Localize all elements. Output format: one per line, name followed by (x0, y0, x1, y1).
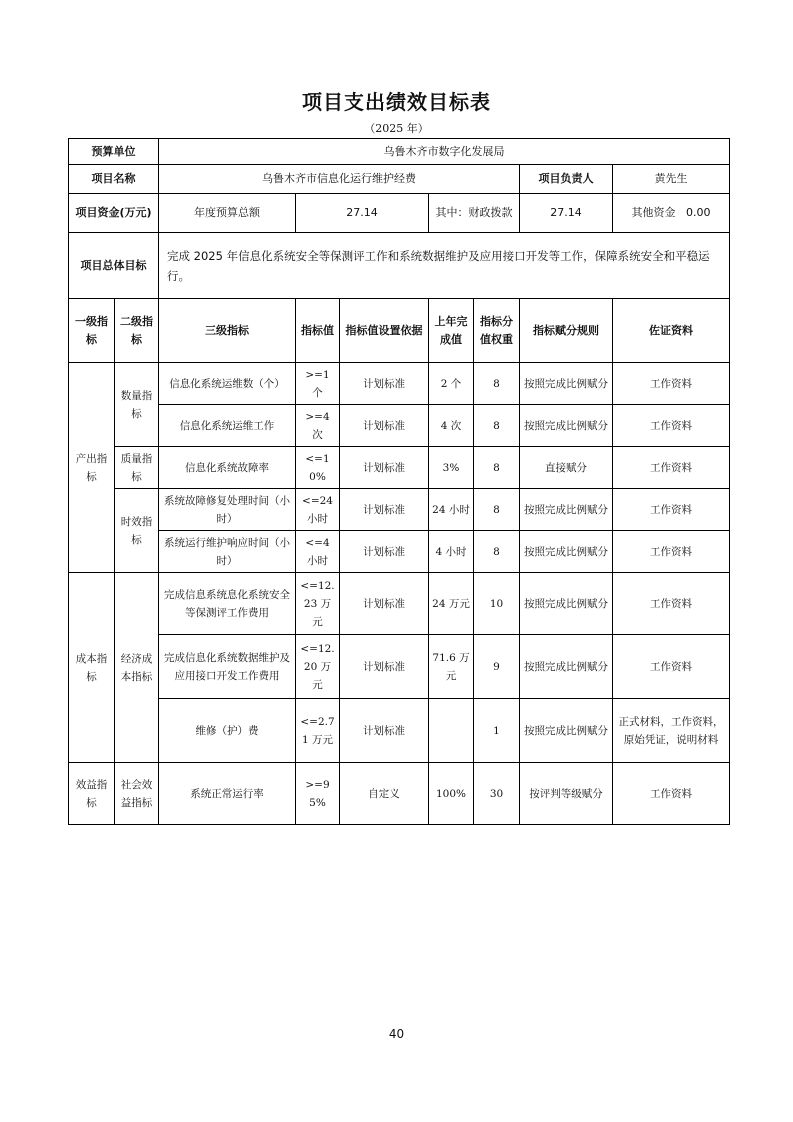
indicator-value: <=10% (296, 447, 340, 489)
goal-row (69, 233, 730, 299)
table-row (69, 699, 730, 763)
indicator-basis: 计划标准 (340, 573, 429, 635)
funds-total-label: 年度预算总额 (159, 194, 296, 233)
group-quantity: 数量指标 (115, 363, 159, 447)
indicator-weight: 8 (474, 405, 520, 447)
indicator-basis: 计划标准 (340, 635, 429, 699)
indicator-last: 71.6 万元 (429, 635, 474, 699)
page-number: 40 (388, 1027, 405, 1041)
header-rule: 指标赋分规则 (520, 299, 613, 363)
indicator-basis: 计划标准 (340, 531, 429, 573)
indicator-last: 24 小时 (429, 489, 474, 531)
funds-fiscal-label: 其中：财政拨款 (429, 194, 520, 233)
header-level2: 二级指标 (115, 299, 159, 363)
group-quality: 质量指标 (115, 447, 159, 489)
indicator-weight: 8 (474, 489, 520, 531)
funds-label: 项目资金(万元) (69, 194, 159, 233)
indicator-name: 系统运行维护响应时间（小时） (159, 531, 296, 573)
header-level1: 一级指标 (69, 299, 115, 363)
header-weight: 指标分值权重 (474, 299, 520, 363)
indicator-basis: 计划标准 (340, 405, 429, 447)
indicator-rule: 按照完成比例赋分 (520, 635, 613, 699)
indicator-last: 4 小时 (429, 531, 474, 573)
indicator-weight: 8 (474, 531, 520, 573)
indicator-rule: 按照完成比例赋分 (520, 531, 613, 573)
indicator-basis: 计划标准 (340, 489, 429, 531)
indicator-evidence: 工作资料 (613, 573, 730, 635)
indicator-evidence: 工作资料 (613, 635, 730, 699)
header-last-year: 上年完成值 (429, 299, 474, 363)
performance-table (68, 138, 730, 825)
indicator-rule: 按照完成比例赋分 (520, 363, 613, 405)
indicator-evidence: 工作资料 (613, 405, 730, 447)
group-cost: 成本指标 (69, 573, 115, 763)
indicator-value: >=95% (296, 763, 340, 825)
indicator-weight: 1 (474, 699, 520, 763)
budget-unit-value: 乌鲁木齐市数字化发展局 (159, 139, 730, 165)
indicator-last: 4 次 (429, 405, 474, 447)
indicator-evidence: 正式材料，工作资料，原始凭证，说明材料 (613, 699, 730, 763)
group-timeliness: 时效指标 (115, 489, 159, 573)
indicator-basis: 自定义 (340, 763, 429, 825)
header-row (69, 299, 730, 363)
indicator-value: <=4 小时 (296, 531, 340, 573)
indicator-rule: 按照完成比例赋分 (520, 405, 613, 447)
indicator-name: 信息化系统运维数（个） (159, 363, 296, 405)
indicator-name: 完成信息系统息化系统安全等保测评工作费用 (159, 573, 296, 635)
indicator-last (429, 699, 474, 763)
table-row (69, 447, 730, 489)
indicator-rule: 按照完成比例赋分 (520, 573, 613, 635)
page-title: 项目支出绩效目标表 (302, 90, 491, 114)
indicator-evidence: 工作资料 (613, 763, 730, 825)
indicator-basis: 计划标准 (340, 447, 429, 489)
indicator-name: 维修（护）费 (159, 699, 296, 763)
indicator-evidence: 工作资料 (613, 531, 730, 573)
group-social-benefit: 社会效益指标 (115, 763, 159, 825)
project-name-label: 项目名称 (69, 165, 159, 194)
table-row (69, 489, 730, 531)
indicator-rule: 按评判等级赋分 (520, 763, 613, 825)
indicator-value: <=2.71 万元 (296, 699, 340, 763)
indicator-evidence: 工作资料 (613, 489, 730, 531)
indicator-value: <=12.20 万元 (296, 635, 340, 699)
table-row (69, 363, 730, 405)
funds-other (613, 194, 730, 233)
goal-label: 项目总体目标 (69, 233, 159, 299)
indicator-evidence: 工作资料 (613, 447, 730, 489)
group-output: 产出指标 (69, 363, 115, 573)
indicator-name: 完成信息化系统数据维护及应用接口开发工作费用 (159, 635, 296, 699)
indicator-weight: 8 (474, 447, 520, 489)
indicator-rule: 按照完成比例赋分 (520, 699, 613, 763)
indicator-basis: 计划标准 (340, 363, 429, 405)
indicator-weight: 30 (474, 763, 520, 825)
group-economic-cost: 经济成本指标 (115, 573, 159, 763)
group-benefit: 效益指标 (69, 763, 115, 825)
indicator-value: <=12.23 万元 (296, 573, 340, 635)
header-evidence: 佐证资料 (613, 299, 730, 363)
indicator-value: >=1 个 (296, 363, 340, 405)
indicator-rule: 按照完成比例赋分 (520, 489, 613, 531)
header-basis: 指标值设置依据 (340, 299, 429, 363)
table-row (69, 635, 730, 699)
funds-fiscal-value: 27.14 (520, 194, 613, 233)
funds-total-value: 27.14 (296, 194, 429, 233)
indicator-rule: 直接赋分 (520, 447, 613, 489)
indicator-name: 系统正常运行率 (159, 763, 296, 825)
indicator-last: 2 个 (429, 363, 474, 405)
project-owner-value: 黄先生 (613, 165, 730, 194)
indicator-name: 信息化系统故障率 (159, 447, 296, 489)
indicator-value: <=24 小时 (296, 489, 340, 531)
indicator-value: >=4 次 (296, 405, 340, 447)
table-row (69, 405, 730, 447)
indicator-last: 3% (429, 447, 474, 489)
budget-unit-row (69, 139, 730, 165)
goal-text: 完成 2025 年信息化系统安全等保测评工作和系统数据维护及应用接口开发等工作，保障系统安全和平稳运行。 (159, 233, 730, 299)
indicator-weight: 9 (474, 635, 520, 699)
project-owner-label: 项目负责人 (520, 165, 613, 194)
project-name-value: 乌鲁木齐市信息化运行维护经费 (159, 165, 520, 194)
header-value: 指标值 (296, 299, 340, 363)
year-label: （2025 年） (364, 122, 429, 135)
budget-unit-label: 预算单位 (69, 139, 159, 165)
indicator-basis: 计划标准 (340, 699, 429, 763)
header-level3: 三级指标 (159, 299, 296, 363)
indicator-name: 信息化系统运维工作 (159, 405, 296, 447)
funds-other-label: 其他资金 (631, 206, 676, 219)
indicator-name: 系统故障修复处理时间（小时） (159, 489, 296, 531)
indicator-last: 24 万元 (429, 573, 474, 635)
table-row (69, 573, 730, 635)
indicator-weight: 8 (474, 363, 520, 405)
table-row (69, 763, 730, 825)
table-row (69, 531, 730, 573)
indicator-evidence: 工作资料 (613, 363, 730, 405)
indicator-last: 100% (429, 763, 474, 825)
indicator-weight: 10 (474, 573, 520, 635)
funds-other-value: 0.00 (686, 206, 711, 219)
funds-row (69, 194, 730, 233)
project-name-row (69, 165, 730, 194)
